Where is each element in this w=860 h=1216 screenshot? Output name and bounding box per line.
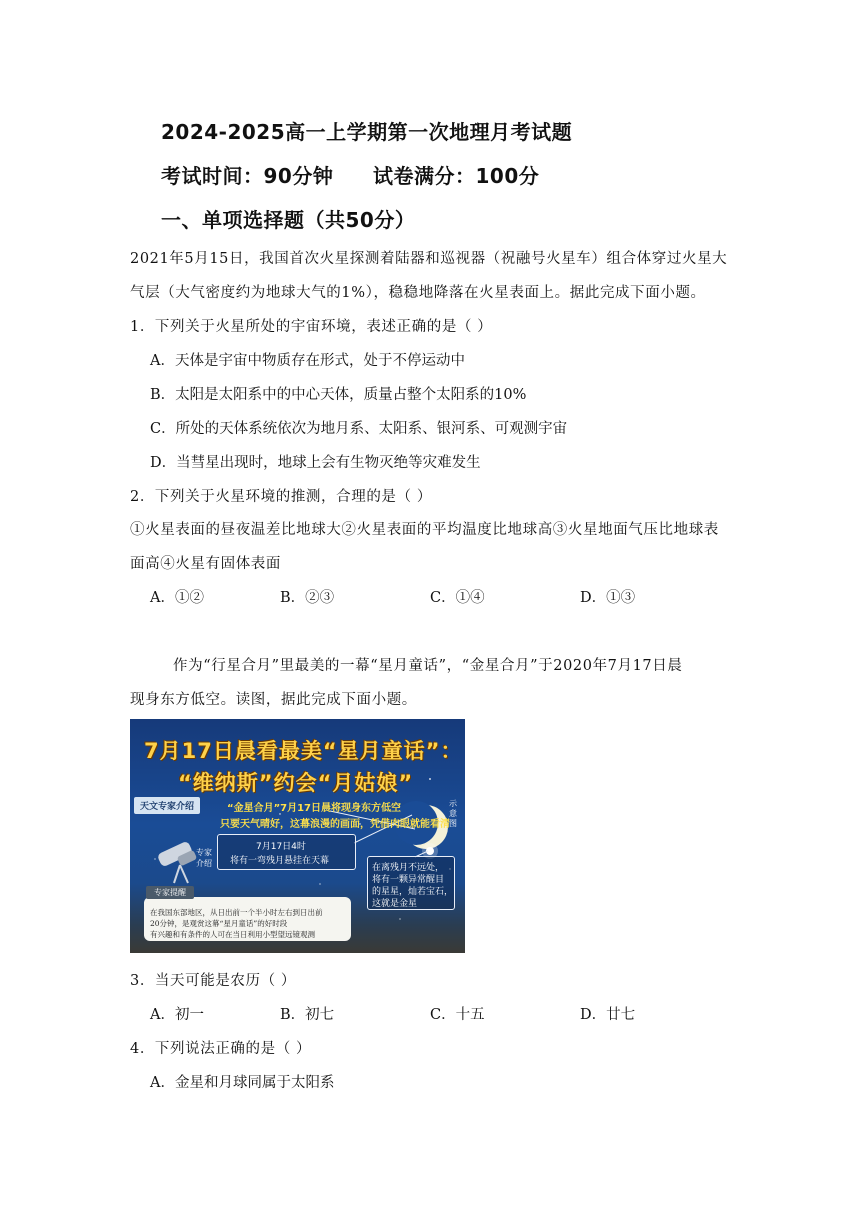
q3-option-b[interactable]: B．初七 — [280, 1007, 335, 1023]
q2-statements-line2: 面高④火星有固体表面 — [130, 556, 281, 572]
passage1-line2: 气层（大气密度约为地球大气的1%），稳稳地降落在火星表面上。据此完成下面小题。 — [130, 285, 706, 301]
q2-option-a[interactable]: A．①② — [150, 590, 204, 606]
side-label: 示意图 — [449, 799, 457, 828]
moon-callout-box — [217, 834, 356, 870]
q1-option-d[interactable]: D．当彗星出现时，地球上会有生物灭绝等灾难发生 — [150, 455, 481, 471]
q2-option-d[interactable]: D．①③ — [580, 590, 636, 606]
q1-option-a[interactable]: A．天体是宇宙中物质存在形式，处于不停运动中 — [150, 353, 465, 369]
poster-headline-2: “维纳斯”约会“月姑娘” — [178, 771, 414, 795]
q1-option-c[interactable]: C．所处的天体系统依次为地月系、太阳系、银河系、可观测宇宙 — [150, 421, 568, 437]
exam-score: 试卷满分：100分 — [373, 164, 540, 188]
q4-stem: 4．下列说法正确的是（ ） — [130, 1041, 312, 1057]
passage2-line2: 现身东方低空。读图，据此完成下面小题。 — [130, 692, 417, 708]
q3-option-c[interactable]: C．十五 — [430, 1007, 485, 1023]
exam-time: 考试时间：90分钟 — [161, 164, 334, 188]
venus-moon-poster — [130, 719, 465, 953]
q2-statements-line1: ①火星表面的昼夜温差比地球大②火星表面的平均温度比地球高③火星地面气压比地球表 — [130, 522, 719, 538]
expert-tip-flag: 专家提醒 — [146, 886, 194, 899]
q3-stem: 3．当天可能是农历（ ） — [130, 973, 297, 989]
moon-callout-line2: 将有一弯残月悬挂在天幕 — [230, 856, 330, 866]
poster-yellow-text-2: 只要天气晴好，这幕浪漫的画面，凭借肉眼就能看清 — [220, 819, 450, 830]
expert-intro-label: 专家介绍 — [196, 848, 212, 868]
q4-option-a[interactable]: A．金星和月球同属于太阳系 — [150, 1075, 335, 1091]
poster-headline-1: 7月17日晨看最美“星月童话”： — [144, 739, 463, 763]
exam-title: 2024-2025高一上学期第一次地理月考试题 — [161, 120, 573, 144]
q3-option-a[interactable]: A．初一 — [150, 1007, 204, 1023]
expert-intro-tag: 天文专家介绍 — [134, 797, 200, 814]
moon-callout-line1: 7月17日4时 — [256, 842, 306, 852]
tip-line-1: 在我国东部地区，从日出前一个半小时左右到日出前 — [150, 908, 323, 917]
q1-stem: 1．下列关于火星所处的宇宙环境，表述正确的是（ ） — [130, 319, 493, 335]
telescope-icon — [157, 840, 198, 883]
q2-option-c[interactable]: C．①④ — [430, 590, 485, 606]
venus-callout-line4: 这就是金星 — [372, 899, 418, 909]
q3-option-d[interactable]: D．廿七 — [580, 1007, 636, 1023]
tip-line-3: 有兴趣和有条件的人可在当日利用小型望远镜观测 — [150, 930, 315, 939]
venus-callout-line3: 的星星，灿若宝石， — [372, 887, 454, 897]
passage1-line1: 2021年5月15日，我国首次火星探测着陆器和巡视器（祝融号火星车）组合体穿过火星大 — [130, 251, 728, 267]
venus-callout-line2: 将有一颗异常醒目 — [372, 875, 445, 885]
q2-stem: 2．下列关于火星环境的推测，合理的是（ ） — [130, 489, 432, 505]
poster-yellow-text-1: “金星合月”7月17日晨将现身东方低空 — [227, 803, 402, 814]
passage2-line1: 作为“行星合月”里最美的一幕“星月童话”，“金星合月”于2020年7月17日晨 — [173, 658, 683, 674]
q2-option-b[interactable]: B．②③ — [280, 590, 335, 606]
section-heading: 一、单项选择题（共50分） — [161, 208, 416, 232]
q1-option-b[interactable]: B．太阳是太阳系中的中心天体，质量占整个太阳系的10% — [150, 387, 527, 403]
venus-callout-line1: 在离残月不远处， — [372, 863, 445, 873]
expert-tip-note — [144, 897, 351, 941]
tip-line-2: 20分钟，是观赏这幕“星月童话”的好时段 — [150, 919, 288, 928]
venus-callout-box — [367, 856, 455, 910]
